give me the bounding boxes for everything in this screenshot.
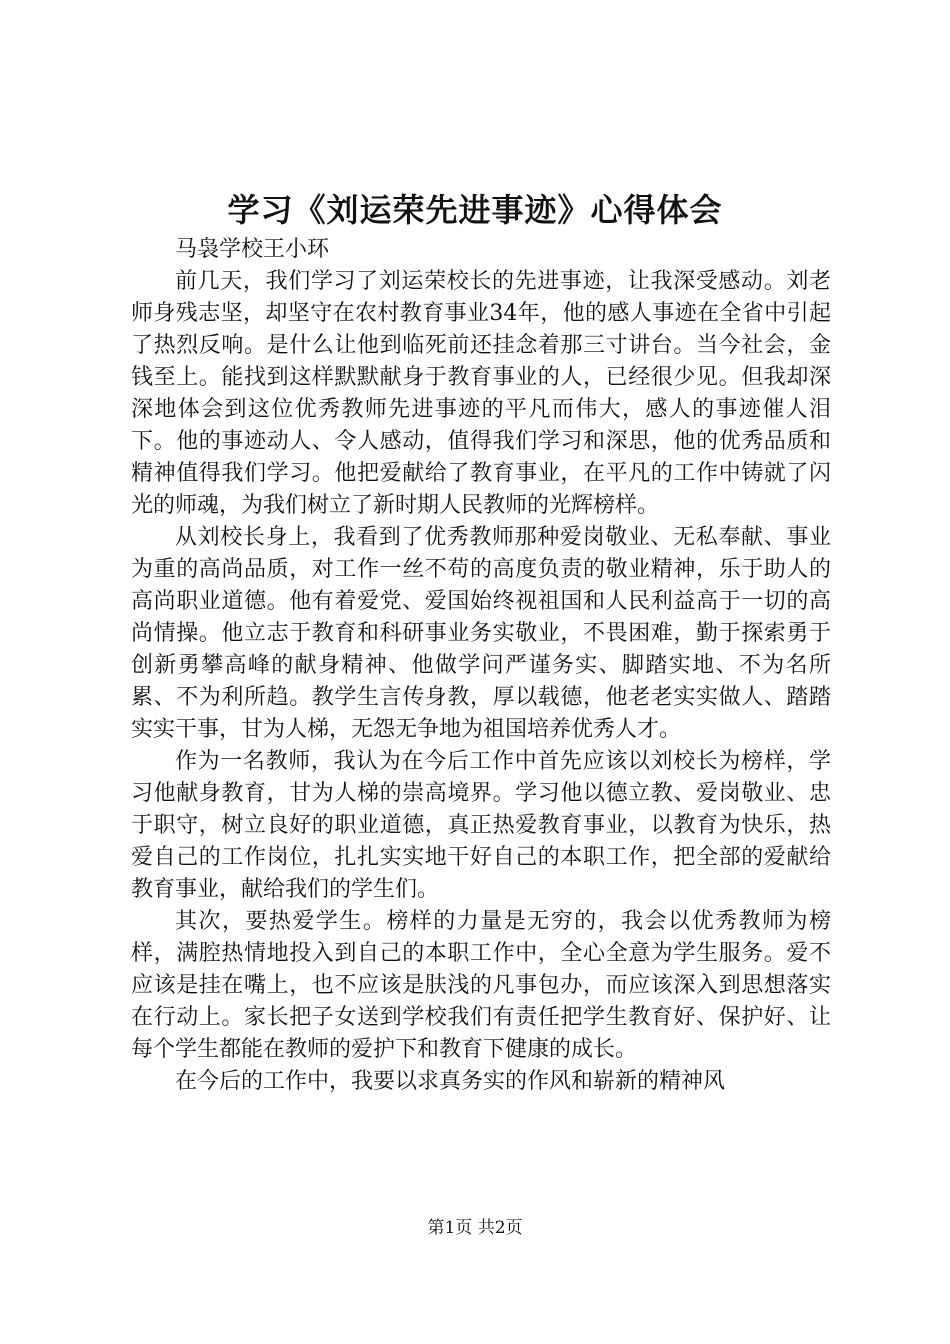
page-number-footer: 第1页 共2页 [427,1218,523,1238]
paragraph-2: 从刘校长身上，我看到了优秀教师那种爱岗敬业、无私奉献、事业为重的高尚品质，对工作一丝不苟的高度负责的敬业精神，乐于助人的高尚职业道德。他有着爱党、爱国始终视祖国和人民利益高于一切的高尚情操。他立志于教育和科研事业务实敬业，不畏困难，勤于探索勇于创新勇攀高峰的献身精神、他做学问严谨务实、脚踏实地、不为名所累、不为利所趋。教学生言传身教，厚以载德，他老老实实做人、踏踏实实干事，甘为人梯，无怨无争地为祖国培养优秀人才。 [131,525,831,742]
document-body [131,234,831,1098]
paragraph-1: 前几天，我们学习了刘运荣校长的先进事迹，让我深受感动。刘老师身残志坚，却坚守在农村教育事业34年，他的感人事迹在全省中引起了热烈反响。是什么让他到临死前还挂念着那三寸讲台。当今社会，金钱至上。能找到这样默默献身于教育事业的人，已经很少见。但我却深深地体会到这位优秀教师先进事迹的平凡而伟大，感人的事迹催人泪下。他的事迹动人、令人感动，值得我们学习和深思，他的优秀品质和精神值得我们学习。他把爱献给了教育事业，在平凡的工作中铸就了闪光的师魂，为我们树立了新时期人民教师的光辉榜样。 [131,269,831,518]
paragraph-3: 作为一名教师，我认为在今后工作中首先应该以刘校长为榜样，学习他献身教育，甘为人梯的崇高境界。学习他以德立教、爱岗敬业、忠于职守，树立良好的职业道德，真正热爱教育事业，以教育为快乐，热爱自己的工作岗位，扎扎实实地干好自己的本职工作，把全部的爱献给教育事业，献给我们的学生们。 [131,749,831,902]
document-title: 学习《刘运荣先进事迹》心得体会 [227,191,723,229]
author-line: 马袅学校王小环 [175,237,330,262]
paragraph-5: 在今后的工作中，我要以求真务实的作风和崭新的精神风 [175,1069,726,1094]
paragraph-4: 其次，要热爱学生。榜样的力量是无穷的，我会以优秀教师为榜样，满腔热情地投入到自己的本职工作中，全心全意为学生服务。爱不应该是挂在嘴上，也不应该是肤浅的凡事包办，而应该深入到思想落实在行动上。家长把子女送到学校我们有责任把学生教育好、保护好、让每个学生都能在教师的爱护下和教育下健康的成长。 [131,909,831,1062]
